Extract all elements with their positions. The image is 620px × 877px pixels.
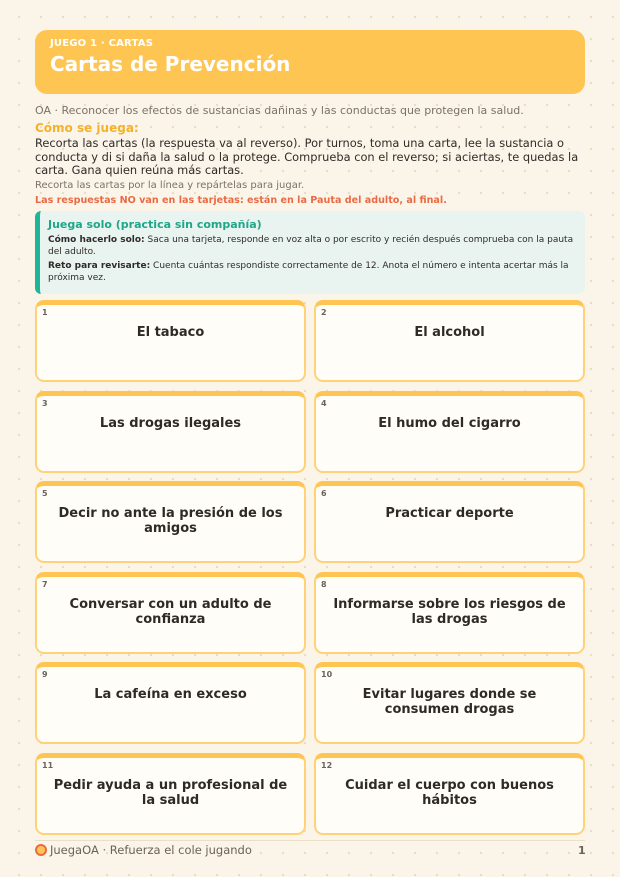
how-to-play-text: Recorta las cartas (la respuesta va al reverso). Por turnos, toma una carta, lee la sustancia o conducta y di si daña la salud o la protege. Comprueba con el reverso; si aciertas, te quedas la carta. Gana quien reúna más cartas. xyxy=(35,136,579,177)
card-number: 7 xyxy=(42,580,48,589)
card-text: El tabaco xyxy=(136,325,205,340)
card-number: 2 xyxy=(321,308,327,317)
footer-brand: JuegaOA · Refuerza el cole jugando xyxy=(50,843,252,857)
card-text: Conversar con un adulto de confianza xyxy=(69,597,272,627)
card-9 xyxy=(35,662,306,744)
card-1 xyxy=(35,300,306,382)
page-title: Cartas de Prevención xyxy=(50,52,291,76)
card-text: Las drogas ilegales xyxy=(99,416,242,431)
solo-challenge-text: Cuenta cuántas respondiste correctamente de 12. Anota el número e intenta acertar más la próxima vez. xyxy=(48,261,569,283)
card-4 xyxy=(314,391,585,473)
card-text: Pedir ayuda a un profesional de la salud xyxy=(53,778,288,808)
card-6 xyxy=(314,481,585,563)
page-number: 1 xyxy=(578,844,586,857)
card-number: 10 xyxy=(321,670,333,679)
solo-how xyxy=(48,234,575,258)
card-text: La cafeína en exceso xyxy=(94,687,247,702)
answers-warning: Las respuestas NO van en las tarjetas: están en la Pauta del adulto, al final. xyxy=(35,195,447,206)
card-text: El alcohol xyxy=(414,325,485,340)
solo-how-label: Cómo hacerlo solo: xyxy=(48,235,145,245)
solo-heading: Juega solo (practica sin compañía) xyxy=(48,218,262,231)
card-12 xyxy=(314,753,585,835)
card-number: 6 xyxy=(321,489,327,498)
brand-logo-icon xyxy=(35,844,47,856)
card-number: 1 xyxy=(42,308,48,317)
card-number: 5 xyxy=(42,489,48,498)
card-10 xyxy=(314,662,585,744)
how-to-play-heading: Cómo se juega: xyxy=(35,121,139,135)
card-number: 4 xyxy=(321,399,327,408)
card-number: 12 xyxy=(321,761,333,770)
footer-divider xyxy=(35,840,585,841)
card-text: Decir no ante la presión de los amigos xyxy=(58,506,283,536)
card-number: 3 xyxy=(42,399,48,408)
page-header xyxy=(35,30,585,94)
card-text: Evitar lugares donde se consumen drogas xyxy=(362,687,537,717)
card-3 xyxy=(35,391,306,473)
card-7 xyxy=(35,572,306,654)
card-text: Cuidar el cuerpo con buenos hábitos xyxy=(345,778,554,808)
card-text: El humo del cigarro xyxy=(378,416,521,431)
solo-challenge-label: Reto para revisarte: xyxy=(48,261,151,271)
solo-play-box xyxy=(35,211,585,294)
footer xyxy=(35,843,252,857)
cut-note: Recorta las cartas por la línea y repártelas para jugar. xyxy=(35,180,305,191)
game-kicker: JUEGO 1 · CARTAS xyxy=(50,38,154,49)
card-2 xyxy=(314,300,585,382)
card-number: 8 xyxy=(321,580,327,589)
card-number: 11 xyxy=(42,761,54,770)
card-8 xyxy=(314,572,585,654)
card-5 xyxy=(35,481,306,563)
card-text: Informarse sobre los riesgos de las drogas xyxy=(333,597,566,627)
learning-objective: OA · Reconocer los efectos de sustancias dañinas y las conductas que protegen la salud. xyxy=(35,104,524,117)
card-number: 9 xyxy=(42,670,48,679)
card-11 xyxy=(35,753,306,835)
solo-how-text: Saca una tarjeta, responde en voz alta o por escrito y recién después comprueba con la pauta del adulto. xyxy=(48,235,574,257)
solo-challenge xyxy=(48,260,575,284)
card-text: Practicar deporte xyxy=(385,506,514,521)
